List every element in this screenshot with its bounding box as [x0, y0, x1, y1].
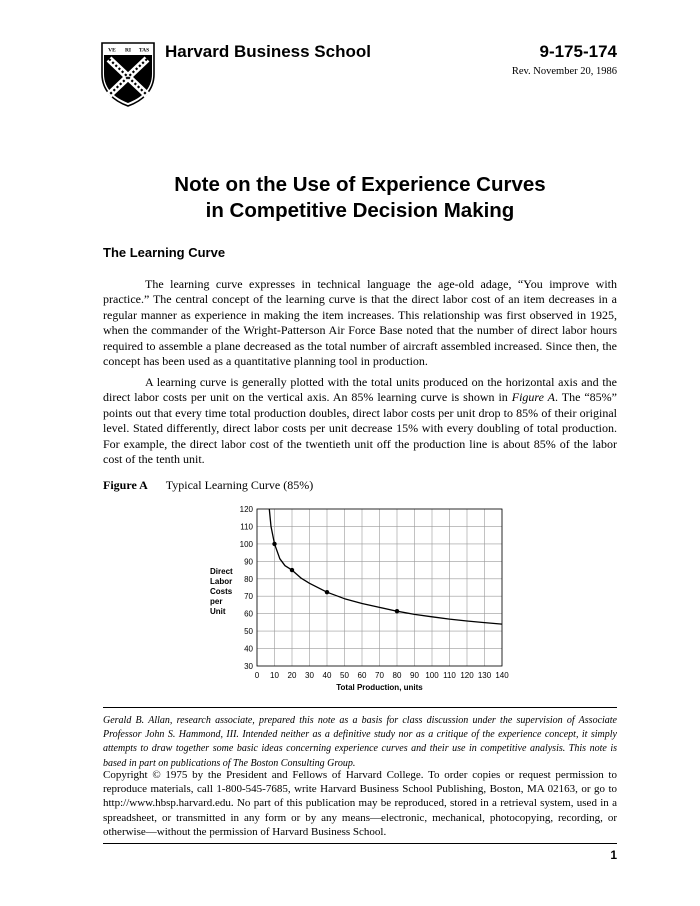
paragraph-2-text: A learning curve is generally plotted with the total units produced on the horizontal axis and the direct labor costs per unit on the vertical axis. An 85% learning curve is shown in [103, 375, 617, 405]
x-tick-label: 110 [443, 671, 456, 680]
school-name: Harvard Business School [165, 42, 371, 61]
copyright-notice: Copyright © 1975 by the President and Fellows of Harvard College. To order copies or request permission to reproduce materials, call 1-800-545-7685, write Harvard Business School Publishing, Boston, MA 02163, or go to http://www.hbsp.harvard.edu. No part of this publication may be reproduced, stored in a retrieval system, used in a spreadsheet, or transmitted in any form or by any means—electronic, mechanical, photocopying, recording, or otherwise—without the permission of Harvard Business School. [103, 769, 617, 838]
figure-title: Typical Learning Curve (85%) [165, 478, 314, 492]
x-tick-label: 50 [340, 671, 349, 680]
y-tick-label: 90 [244, 557, 253, 567]
x-tick-label: 100 [425, 671, 439, 680]
x-tick-label: 60 [357, 671, 367, 680]
y-axis-title-line: Costs [210, 587, 233, 596]
author-footnote: Gerald B. Allan, research associate, prepared this note as a basis for class discussion under the supervision of Associate Professor John S. Hammond, III. Intended neither as a definitive study nor as a critique of the experience concept, it simply attempts to draw together some basic ideas concerning experience curves and their use in competitive analysis. This note is based in part on publications of The Boston Consulting Group. [103, 715, 617, 769]
x-tick-label: 80 [392, 671, 402, 680]
learning-curve-chart [200, 500, 520, 700]
paragraph-2 [103, 375, 617, 467]
x-tick-label: 70 [375, 671, 384, 680]
y-tick-label: 110 [240, 522, 253, 532]
x-tick-label: 120 [460, 671, 474, 680]
x-tick-label: 30 [305, 671, 314, 680]
figure-reference: Figure A [511, 390, 556, 405]
shield-book-text: RI [124, 47, 132, 54]
data-point-marker [395, 609, 399, 613]
figure-caption [103, 478, 313, 493]
revision-date: Rev. November 20, 1986 [511, 66, 617, 77]
figure-label: Figure A [103, 478, 148, 492]
document-title [60, 172, 660, 224]
x-tick-label: 90 [410, 671, 419, 680]
x-axis-title: Total Production, units [336, 683, 423, 692]
y-axis-title-line: per [210, 597, 223, 606]
shield-book-text: VE [108, 47, 116, 54]
y-tick-label: 80 [244, 574, 253, 584]
paragraph-1: The learning curve expresses in technical language the age-old adage, “You improve with practice.” The central concept of the learning curve is that the direct labor cost of an item decreases in a regular manner as experience in making the item increases. This relationship was first observed in 1925, when the commander of the Wright-Patterson Air Force Base noted that the number of direct labor hours required to assemble a plane decreased as the total number of aircraft assembled increased. Since then, the concept has been used as a quantitative planning tool in production. [103, 277, 617, 369]
y-tick-label: 70 [244, 592, 253, 602]
x-tick-label: 10 [270, 671, 279, 680]
title-line-1: Note on the Use of Experience Curves [174, 173, 546, 196]
y-tick-label: 40 [244, 644, 253, 654]
y-tick-label: 30 [244, 662, 253, 671]
data-point-marker [325, 590, 329, 594]
shield-book-text: TAS [138, 47, 150, 54]
y-axis-title-line: Unit [210, 607, 226, 616]
footnote-divider [103, 707, 617, 708]
title-line-2: in Competitive Decision Making [205, 199, 515, 222]
y-tick-label: 120 [239, 505, 253, 514]
footer-divider [103, 843, 617, 844]
y-axis-title-line: Direct [210, 567, 233, 576]
data-point-marker [290, 568, 294, 572]
x-tick-label: 40 [322, 671, 332, 680]
x-tick-label: 20 [287, 671, 297, 680]
document-number: 9-175-174 [539, 42, 617, 61]
data-point-marker [272, 542, 276, 546]
y-tick-label: 50 [244, 627, 253, 637]
x-tick-label: 0 [254, 671, 260, 680]
paragraph-2-text-cont: . The “85%” points out that every time total production doubles, direct labor costs per unit drop to 85% of their original level. Stated differently, direct labor costs per unit decrease 15% with every doubling of total production. For example, the direct labor cost of the twentieth unit off the production line is about 85% of the labor cost of the tenth unit. [103, 390, 617, 467]
harvard-shield-logo [101, 42, 155, 107]
x-tick-label: 140 [495, 671, 509, 680]
y-axis-title-line: Labor [210, 577, 233, 586]
page-number: 1 [610, 848, 617, 862]
y-tick-label: 60 [244, 609, 253, 619]
y-tick-label: 100 [239, 539, 253, 549]
section-heading: The Learning Curve [103, 245, 226, 260]
x-tick-label: 130 [477, 671, 492, 680]
